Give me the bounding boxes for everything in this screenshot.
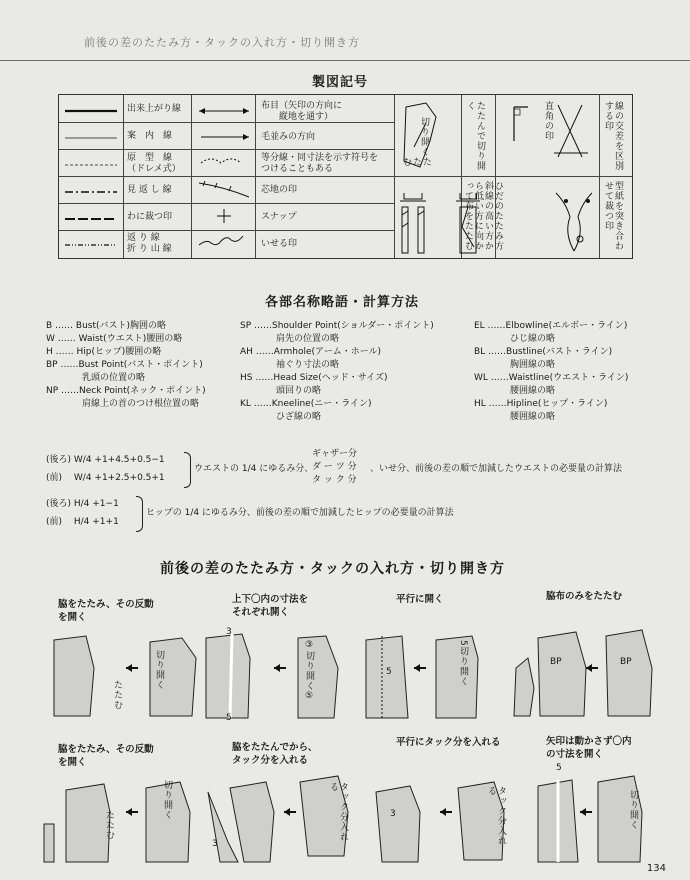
- fig7-num3: 3: [390, 809, 396, 819]
- label-pattern-joint: 型紙を突き合わせて裁つ印: [603, 181, 623, 251]
- label-nap: 毛並みの方向: [261, 132, 316, 142]
- fig5-fold-label: たたむ: [104, 810, 114, 840]
- label-pleat: ひだのたたみ方斜線の高い方から低い方に向かって布をたたむ: [463, 181, 503, 251]
- drafting-symbols-table: [58, 94, 633, 259]
- fig3-label: 5切り開く: [458, 640, 468, 687]
- fig2-num3: 3: [226, 627, 232, 637]
- waist-note-a: ウエストの 1/4 にゆるみ分、: [194, 464, 314, 474]
- right-symbol-drawings: [396, 97, 632, 257]
- fig4-bp-2: BP: [620, 657, 632, 667]
- fig8-num5: 5: [556, 763, 562, 773]
- label-interfacing: 芯地の印: [261, 185, 298, 195]
- header-text: 前後の差のたたみ方・タックの入れ方・切り開き方: [84, 36, 360, 49]
- methods-section-title: 前後の差のたたみ方・タックの入れ方・切り開き方: [160, 561, 505, 577]
- label-fold: たたむ: [401, 157, 431, 167]
- label-base-line: 原 型 線 （ドレメ式）: [127, 153, 181, 174]
- method-4-title: 脇布のみをたたむ: [546, 591, 623, 602]
- abbr-col-1: B …… Bust(バスト)胸囲の略 W …… Waist(ウエスト)腰囲の略 H …… Hip(ヒップ)腰囲の略 BP ……Bust Point(バスト・ポイント) 乳頭の位置の略 NP ……Neck Point(ネック・ポイント) 肩線上の首のつけ根位置の略: [46, 321, 206, 409]
- label-equal-division: 等分線・同寸法を示す符号を つけることもある: [261, 153, 379, 174]
- label-roll-line: 返 り 線 折 り 山 線: [127, 233, 172, 254]
- pattern-drawings-row-2: [38, 772, 678, 864]
- fig5-cut-open-label: 切り開く: [162, 780, 172, 820]
- label-fold-cut: わに裁つ印: [127, 212, 173, 222]
- method-2-title: 上下〇内の寸法を それぞれ開く: [232, 594, 309, 618]
- label-right-angle: 直角の印: [543, 101, 553, 141]
- waist-bracket: [184, 452, 191, 488]
- method-1-title: 脇をたたみ、その反動 を開く: [58, 599, 154, 623]
- method-6-title: 脇をたたんでから、 タック分を入れる: [232, 742, 318, 766]
- hip-note: ヒップの 1/4 にゆるみ分、前後の差の順で加減したヒップの必要量の計算法: [146, 508, 454, 518]
- waist-note-c: 、いせ分、前後の差の順で加減したウエストの必要量の計算法: [370, 464, 623, 474]
- fig2-circ-label: ③切り開く⑤: [304, 640, 314, 702]
- abbr-col-2: SP ……Shoulder Point(ショルダー・ポイント) 肩先の位置の略 AH ……Armhole(アーム・ホール) 袖ぐり寸法の略 HS ……Head Size(ヘッド・サイズ) 頭回りの略 KL ……Kneeline(ニー・ライン) ひざ線の略: [240, 321, 434, 422]
- waist-formula-back: (後ろ) W/4 +1+4.5+0.5−1: [46, 455, 165, 465]
- label-cut-open: 切り開く: [419, 117, 429, 157]
- method-8-title: 矢印は動かさず〇内 の寸法を開く: [546, 736, 632, 760]
- label-grain: 布目（矢印の方向に 縦地を通す）: [261, 101, 343, 122]
- hip-formula-front: (前) H/4 +1+1: [46, 517, 119, 527]
- symbols-section-title: 製図記号: [312, 75, 369, 90]
- method-5-title: 脇をたたみ、その反動 を開く: [58, 744, 154, 768]
- abbr-col-3: EL ……Elbowline(エルボー・ライン) ひじ線の略 BL ……Bustline(バスト・ライン) 胸囲線の略 WL ……Waistline(ウエスト・ライン) 腰囲線の略 HL ……Hipline(ヒップ・ライン) 腰囲線の略: [474, 321, 629, 422]
- waist-note-b: ギャザー分 ダ ー ツ 分 タ ッ ク 分: [312, 449, 358, 485]
- fig8-cut-open-label: 切り開く: [628, 790, 638, 830]
- fig1-cut-open-label: 切り開く: [154, 650, 164, 690]
- fig3-num5: 5: [386, 667, 392, 677]
- method-3-title: 平行に開く: [396, 594, 444, 605]
- page-header-strip: [0, 0, 690, 61]
- label-snap: スナップ: [261, 212, 297, 222]
- label-finish-line: 出来上がり線: [127, 104, 182, 114]
- abbr-section-title: 各部名称略語・計算方法: [265, 295, 420, 310]
- label-fold-cut-open: たたんで切り開く: [465, 101, 485, 171]
- fig2-num5: 5: [226, 713, 232, 723]
- hip-formula-back: (後ろ) H/4 +1−1: [46, 499, 119, 509]
- fig6-tuck-label: タック分入れる: [328, 782, 348, 842]
- pattern-drawings-row-1: [46, 628, 686, 724]
- mid-symbols: [193, 97, 255, 257]
- fig6-num3: 3: [212, 839, 218, 849]
- label-guide-line: 案 内 線: [127, 131, 173, 141]
- method-7-title: 平行にタック分を入れる: [396, 737, 501, 748]
- label-ease: いせる印: [261, 239, 298, 249]
- fig4-bp-1: BP: [550, 657, 562, 667]
- label-facing-line: 見 返 し 線: [127, 185, 172, 195]
- label-crossing-lines: 線の交差を区別する印: [603, 101, 623, 171]
- fig1-fold-label: たたむ: [112, 680, 122, 710]
- fig7-tuck-label: タック分入れる: [486, 786, 506, 846]
- page-number: 134: [646, 863, 666, 874]
- line-samples: [63, 101, 119, 251]
- waist-formula-front: (前) W/4 +1+2.5+0.5+1: [46, 473, 165, 483]
- hip-bracket: [136, 496, 143, 532]
